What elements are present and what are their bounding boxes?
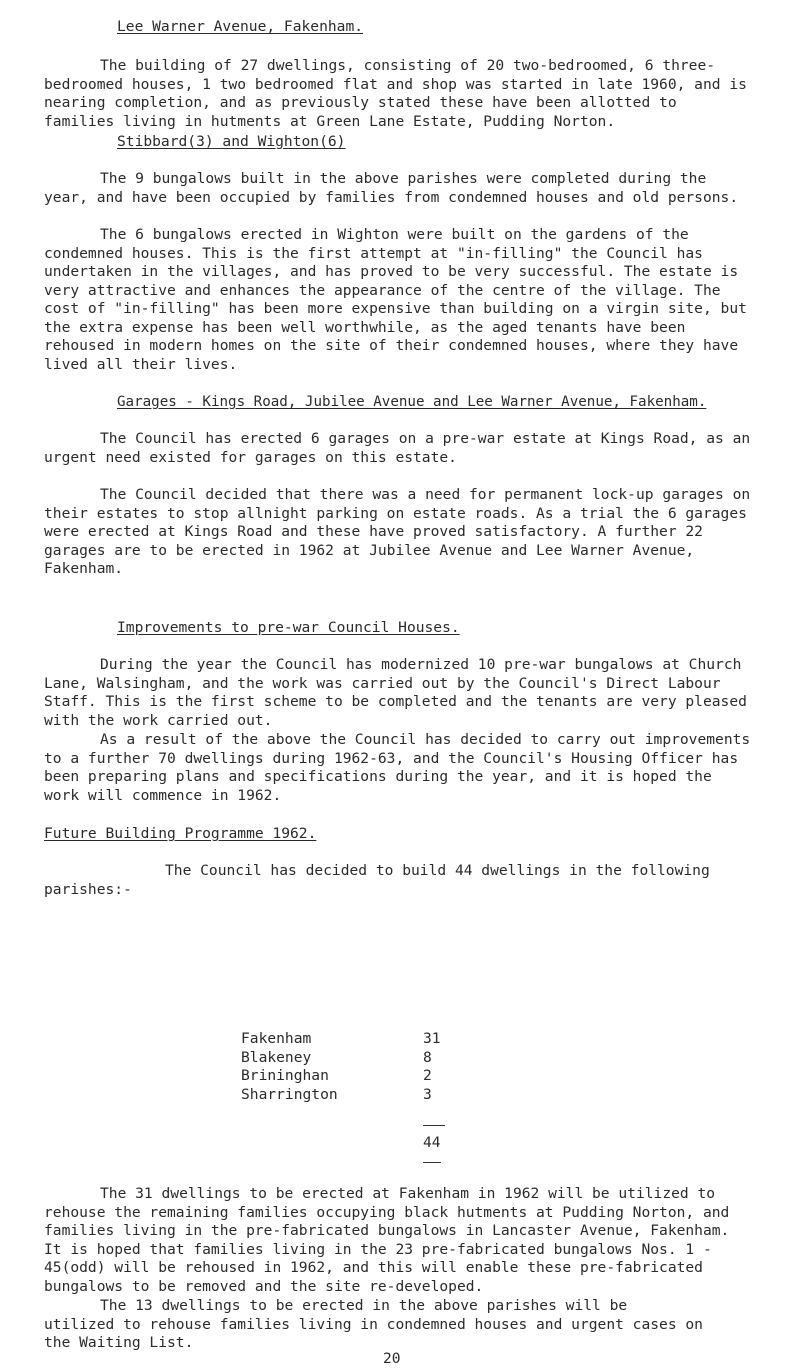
paragraph-lee-warner: The building of 27 dwellings, consisting of 20 two-bedroomed, 6 three-bedroomed houses, 1 two bedroomed flat and shop was started in late 1960, and is nearing completion, and as previously stated these have been allotted to families living in hutments at Green Lane Estate, Pudding Norton. bbox=[44, 57, 747, 130]
total-count: 44 bbox=[423, 1134, 441, 1151]
heading-garages: Garages - Kings Road, Jubilee Avenue and Lee Warner Avenue, Fakenham. bbox=[117, 394, 707, 410]
total-row bbox=[241, 1134, 481, 1153]
paragraph-future-2: The 31 dwellings to be erected at Fakenham in 1962 will be utilized to rehouse the remaining families occupying black hutments at Pudding Norton, and families living in the pre-fabricated bungalows in Lancaster Avenue, Fakenham. It is hoped that families living in the 23 pre-fabricated bungalows Nos. 1 - 45(odd) will be rehoused in 1962, and this will enable these pre-fabricated bungalows to be removed and the site re-developed. bbox=[44, 1185, 730, 1295]
paragraph-garages-2: The Council decided that there was a need for permanent lock-up garages on their estates to stop allnight parking on estate roads. As a trial the 6 garages were erected at Kings Road and these have proved satisfactory. A further 22 garages are to be erected in 1962 at Jubilee Avenue and Lee Warner Avenue, Fakenham. bbox=[44, 486, 751, 577]
paragraph-stibbard-1: The 9 bungalows built in the above parishes were completed during the year, and have been occupied by families from condemned houses and old persons. bbox=[44, 170, 739, 206]
paragraph-future-3: The 13 dwellings to be erected in the above parishes will be utilized to rehouse families living in condemned houses and urgent cases on the Waiting List. bbox=[44, 1297, 703, 1351]
paragraph-improvements-1: During the year the Council has modernized 10 pre-war bungalows at Church Lane, Walsingham, and the work was carried out by the Council's Direct Labour Staff. This is the first scheme to be completed and the tenants are very pleased with the work carried out. bbox=[44, 656, 747, 729]
future-intro-parishes: parishes:- bbox=[44, 881, 132, 898]
heading-stibbard-wighton: Stibbard(3) and Wighton(6) bbox=[117, 133, 346, 150]
parish-row bbox=[241, 1086, 481, 1105]
parish-count: 8 bbox=[423, 1048, 432, 1066]
page-number: 20 bbox=[383, 1350, 401, 1367]
paragraph-improvements-2: As a result of the above the Council has decided to carry out improvements to a further 70 dwellings during 1962-63, and the Council's Housing Officer has been preparing plans and specifications during the year, and it is hoped the work will commence in 1962. bbox=[44, 731, 751, 804]
heading-future-building: Future Building Programme 1962. bbox=[44, 825, 317, 842]
parish-name: Blakeney bbox=[241, 1048, 312, 1066]
heading-lee-warner: Lee Warner Avenue, Fakenham. bbox=[117, 18, 364, 35]
parish-row bbox=[241, 1049, 481, 1068]
heading-improvements: Improvements to pre-war Council Houses. bbox=[117, 619, 460, 636]
total-rule-top bbox=[423, 1125, 445, 1126]
parish-count: 2 bbox=[423, 1067, 432, 1084]
parish-count: 31 bbox=[423, 1030, 441, 1047]
parish-name: Fakenham bbox=[241, 1030, 312, 1047]
paragraph-stibbard-2: The 6 bungalows erected in Wighton were built on the gardens of the condemned houses. This is the first attempt at "in-filling" the Council has undertaken in the villages, and has proved to be very successful. The estate is very attractive and enhances the appearance of the centre of the village. The cost of "in-filling" has been more expensive than building on a virgin site, but the extra expense has been well worthwhile, as the aged tenants have been rehoused in modern homes on the site of their condemned houses, where they have lived all their lives. bbox=[44, 226, 747, 373]
total-rule-bottom bbox=[423, 1162, 441, 1163]
future-intro-line: The Council has decided to build 44 dwellings in the following bbox=[165, 862, 710, 879]
parish-name: Sharrington bbox=[241, 1085, 338, 1103]
paragraph-garages-1: The Council has erected 6 garages on a pre-war estate at Kings Road, as an urgent need existed for garages on this estate. bbox=[44, 430, 751, 466]
parish-row bbox=[241, 1067, 481, 1086]
parish-row bbox=[241, 1030, 481, 1049]
parish-count: 3 bbox=[423, 1085, 432, 1103]
parish-table bbox=[241, 1030, 481, 1151]
parish-name: Brininghan bbox=[241, 1067, 329, 1084]
